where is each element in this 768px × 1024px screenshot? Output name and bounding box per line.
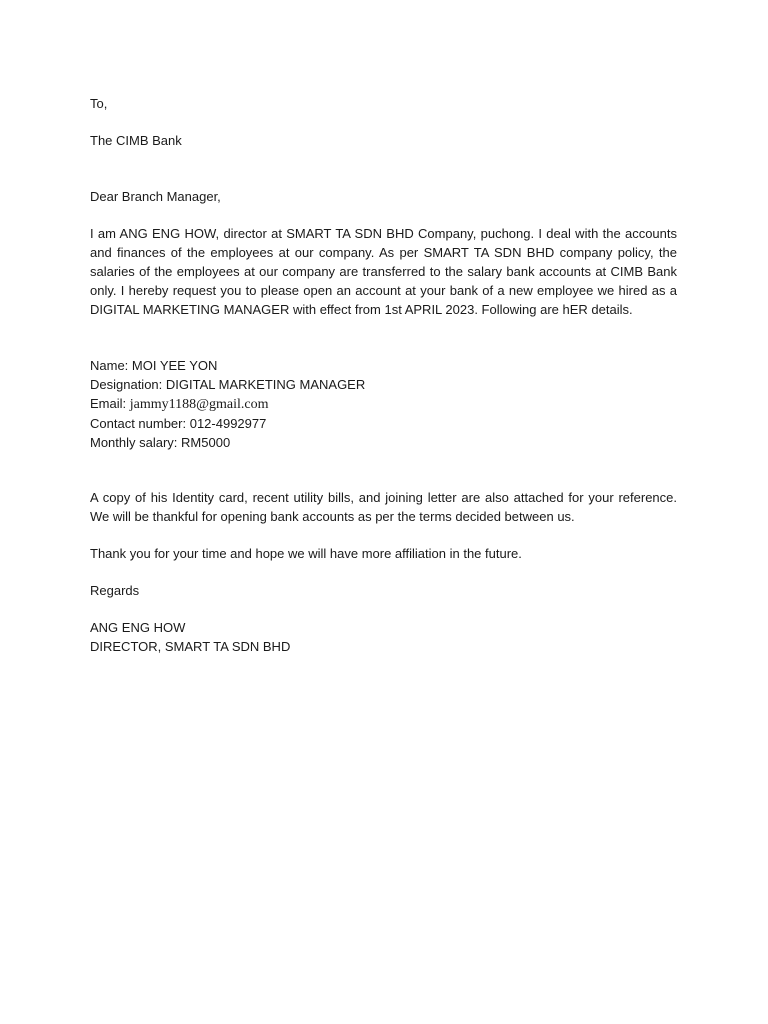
- detail-contact: Contact number: 012-4992977: [90, 416, 267, 431]
- employee-details: [90, 356, 677, 452]
- closing: Regards: [90, 583, 140, 598]
- signatory-title: DIRECTOR, SMART TA SDN BHD: [90, 639, 291, 654]
- signatory-name: ANG ENG HOW: [90, 620, 186, 635]
- salutation-to: To,: [90, 96, 108, 111]
- detail-name: Name: MOI YEE YON: [90, 358, 218, 373]
- greeting: Dear Branch Manager,: [90, 189, 221, 204]
- signature-block: [90, 618, 677, 656]
- body-paragraph: I am ANG ENG HOW, director at SMART TA SDN BHD Company, puchong. I deal with the accounts and finances of the employees at our company. As per SMART TA SDN BHD company policy, the salaries of the employees at our company are transferred to the salary bank accounts at CIMB Bank only. I hereby request you to please open an account at your bank of a new employee we hired as a DIGITAL MARKETING MANAGER with effect from 1st APRIL 2023. Following are hER details.: [90, 226, 677, 317]
- detail-email-label: Email:: [90, 396, 130, 411]
- recipient: The CIMB Bank: [90, 133, 182, 148]
- attachment-paragraph: A copy of his Identity card, recent utility bills, and joining letter are also attached for your reference. We will be thankful for opening bank accounts as per the terms decided between us.: [90, 490, 677, 524]
- detail-email-value: jammy1188@gmail.com: [129, 397, 269, 412]
- detail-email: [90, 394, 677, 414]
- thanks-paragraph: Thank you for your time and hope we will have more affiliation in the future.: [90, 546, 522, 561]
- detail-designation: Designation: DIGITAL MARKETING MANAGER: [90, 377, 366, 392]
- detail-salary: Monthly salary: RM5000: [90, 435, 231, 450]
